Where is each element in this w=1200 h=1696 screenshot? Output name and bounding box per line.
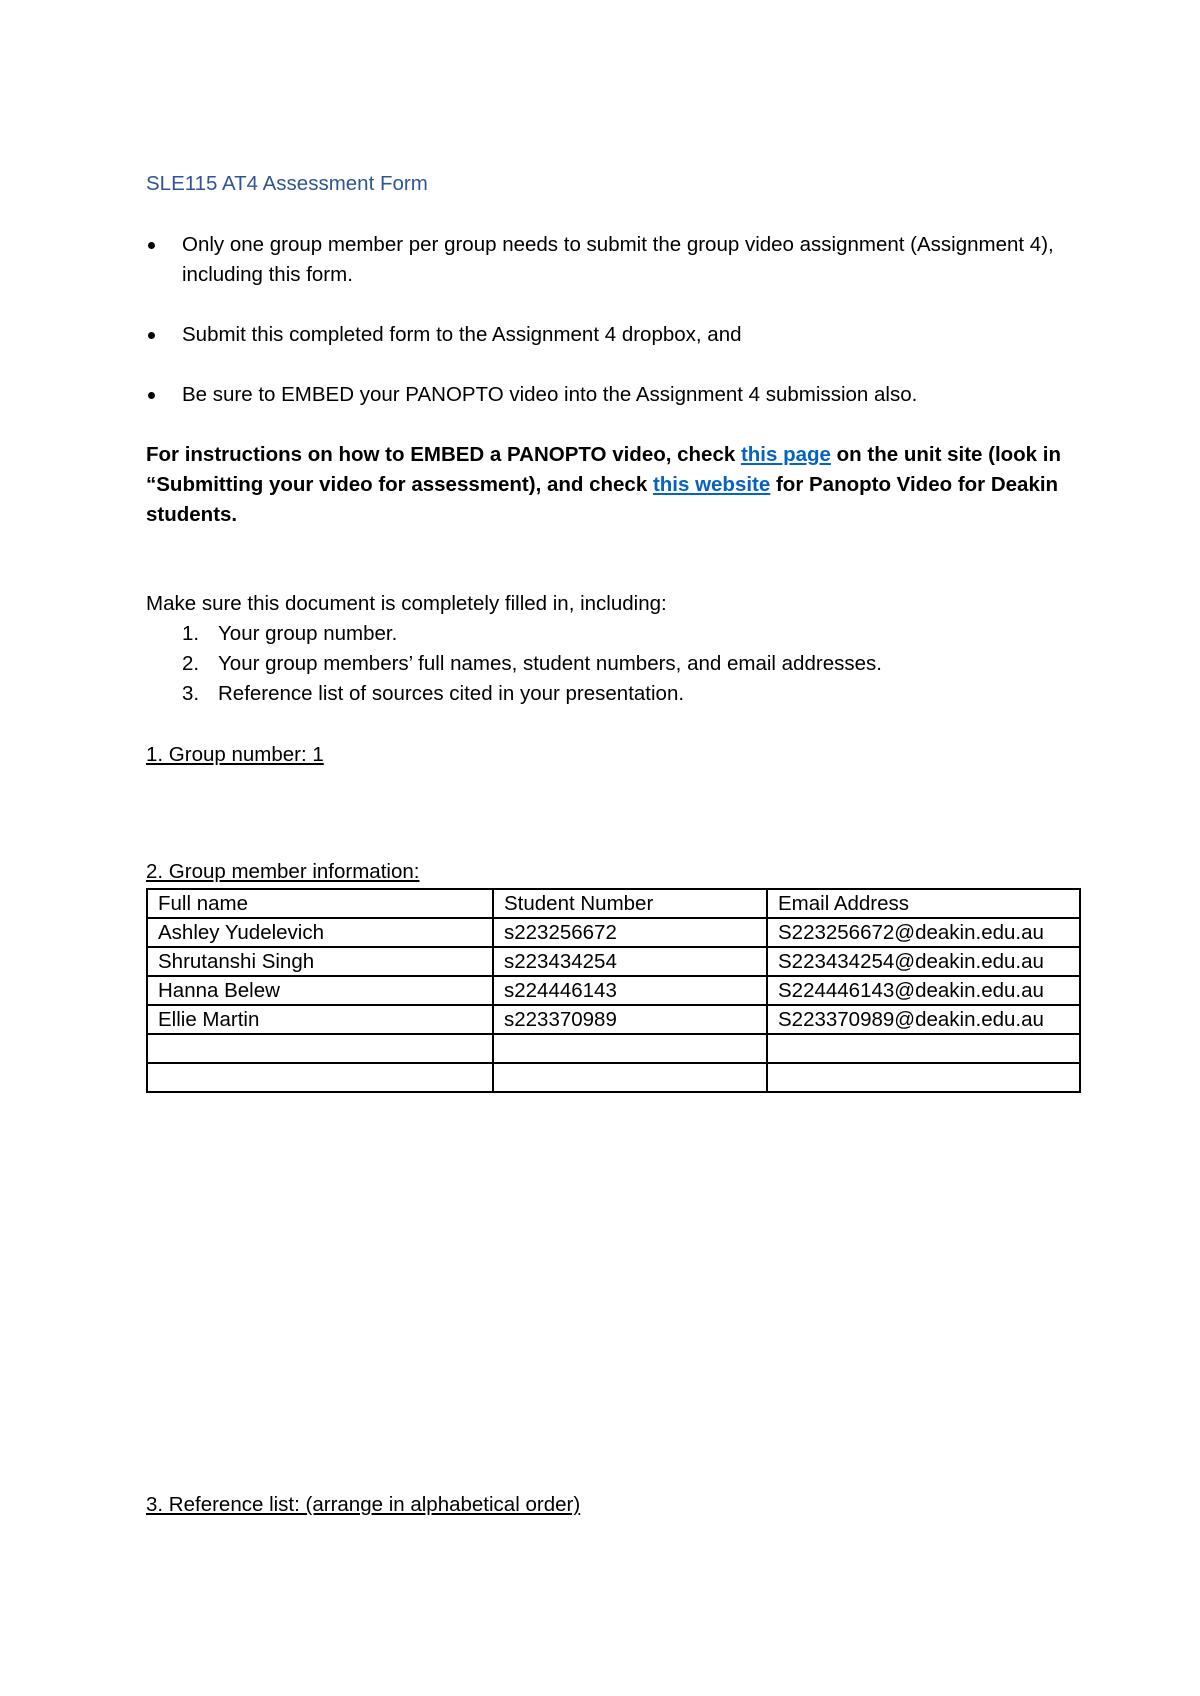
table-cell: Hanna Belew <box>147 976 493 1005</box>
table-cell: S223256672@deakin.edu.au <box>767 918 1080 947</box>
table-cell: Shrutanshi Singh <box>147 947 493 976</box>
checklist-intro: Make sure this document is completely filled in, including: <box>146 592 667 615</box>
table-cell <box>493 1034 767 1063</box>
table-row <box>147 976 1080 1005</box>
table-row <box>147 918 1080 947</box>
group-member-table <box>146 888 1081 1093</box>
group-member-heading: 2. Group member information: <box>146 860 420 883</box>
table-cell <box>493 1063 767 1092</box>
checklist <box>146 619 1086 709</box>
checklist-item <box>146 649 1086 679</box>
table-cell: Ashley Yudelevich <box>147 918 493 947</box>
table-cell: S223370989@deakin.edu.au <box>767 1005 1080 1034</box>
table-cell: s223256672 <box>493 918 767 947</box>
table-cell <box>147 1034 493 1063</box>
checklist-item <box>146 619 1086 649</box>
embed-instructions <box>146 440 1066 530</box>
bullet-item: Submit this completed form to the Assignment 4 dropbox, and <box>146 320 1086 350</box>
bullet-item: Only one group member per group needs to submit the group video assignment (Assignment 4), including this form. <box>146 230 1086 290</box>
checklist-text: Reference list of sources cited in your presentation. <box>218 682 685 705</box>
table-header-cell: Email Address <box>767 889 1080 918</box>
this-website-link[interactable]: this website <box>652 473 771 496</box>
table-header-row <box>147 889 1080 918</box>
instructions-text: for Panopto Video for Deakin students. <box>146 473 1059 526</box>
submission-bullets <box>146 230 1086 440</box>
table-row <box>147 1005 1080 1034</box>
group-number-heading: 1. Group number: 1 <box>146 743 324 766</box>
reference-list-heading: 3. Reference list: (arrange in alphabetical order) <box>146 1493 581 1516</box>
table-row <box>147 1063 1080 1092</box>
table-row <box>147 1034 1080 1063</box>
table-header-cell: Student Number <box>493 889 767 918</box>
table-cell: S224446143@deakin.edu.au <box>767 976 1080 1005</box>
form-title: SLE115 AT4 Assessment Form <box>146 172 428 195</box>
instructions-text: on the unit site (look in “Submitting your video for assessment), and check <box>146 443 1061 496</box>
table-cell: s224446143 <box>493 976 767 1005</box>
table-cell: s223370989 <box>493 1005 767 1034</box>
instructions-text: For instructions on how to EMBED a PANOPTO video, check <box>146 443 741 466</box>
checklist-number: 3. <box>182 682 200 705</box>
table-cell: s223434254 <box>493 947 767 976</box>
table-cell <box>147 1063 493 1092</box>
bullet-item: Be sure to EMBED your PANOPTO video into the Assignment 4 submission also. <box>146 380 1086 410</box>
table-cell <box>767 1063 1080 1092</box>
checklist-number: 2. <box>182 652 200 675</box>
checklist-section <box>146 589 1086 709</box>
table-header-cell: Full name <box>147 889 493 918</box>
table-cell: Ellie Martin <box>147 1005 493 1034</box>
table-row <box>147 947 1080 976</box>
checklist-number: 1. <box>182 622 200 645</box>
checklist-text: Your group members’ full names, student numbers, and email addresses. <box>218 652 882 675</box>
checklist-text: Your group number. <box>218 622 398 645</box>
table-cell <box>767 1034 1080 1063</box>
table-cell: S223434254@deakin.edu.au <box>767 947 1080 976</box>
checklist-item <box>146 679 1086 709</box>
this-page-link[interactable]: this page <box>740 443 831 466</box>
